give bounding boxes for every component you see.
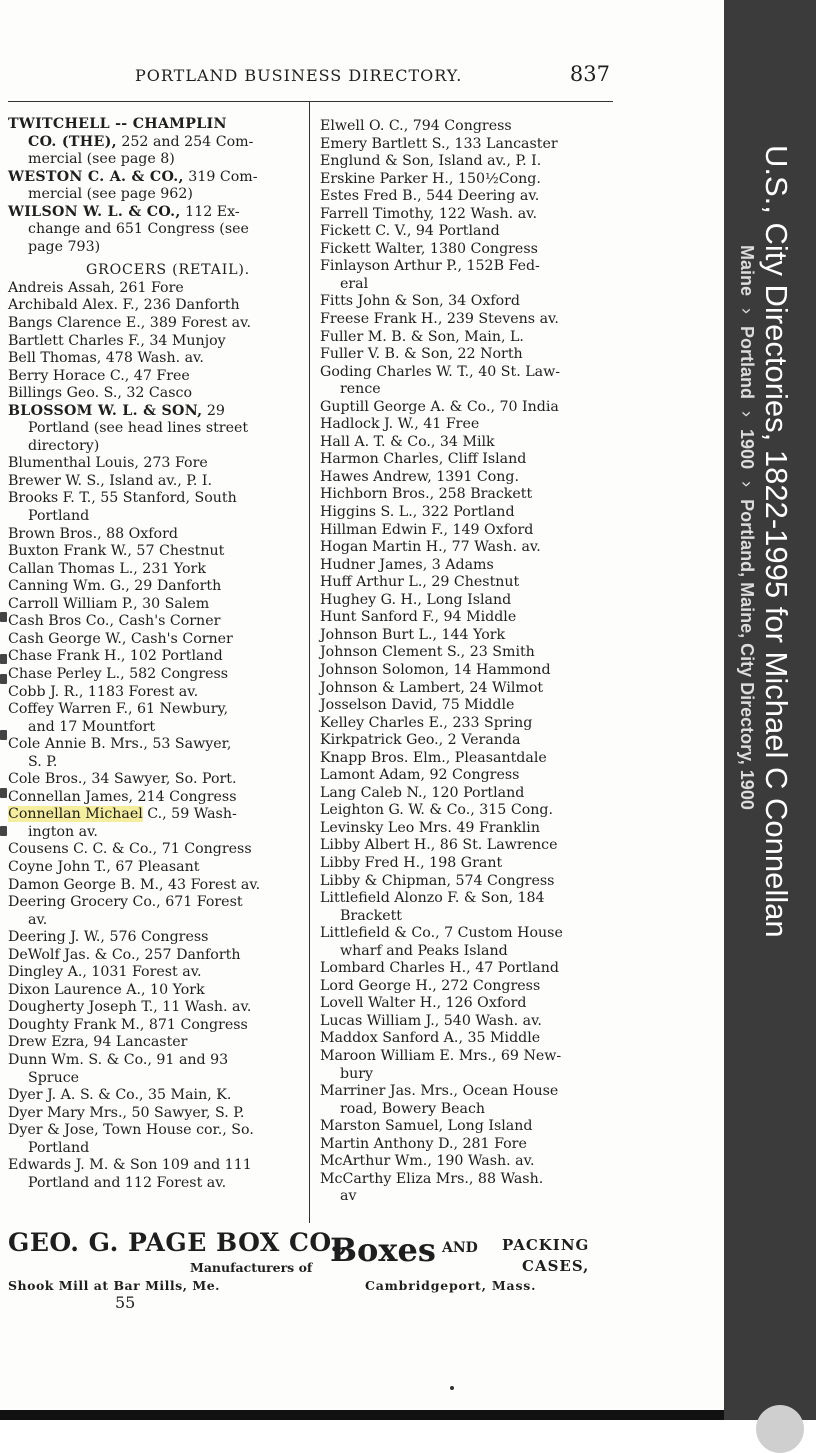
directory-entry: Johnson Clement S., 23 Smith [320,644,535,661]
directory-entry: Archibald Alex. F., 236 Danforth [8,297,240,314]
page-header [135,64,610,90]
directory-entry: Connellan James, 214 Congress [8,788,237,805]
directory-entry: Libby & Chipman, 574 Congress [320,872,555,889]
directory-entry: Kirkpatrick Geo., 2 Veranda [320,732,521,749]
directory-entry: Deering J. W., 576 Congress [8,929,209,946]
directory-entry: Lamont Adam, 92 Congress [320,767,520,784]
entry-name-bold: CO. (THE), [28,133,117,150]
directory-entry: Callan Thomas L., 231 York [8,560,206,577]
entry-continuation: change and 651 Congress (see [28,221,249,238]
directory-entry: Bell Thomas, 478 Wash. av. [8,350,204,367]
directory-entry: Johnson Solomon, 14 Hammond [320,661,551,678]
entry-continuation: mercial (see page 8) [28,151,175,168]
directory-entry: DeWolf Jas. & Co., 257 Danforth [8,946,241,963]
directory-entry: Hichborn Bros., 258 Brackett [320,486,533,503]
directory-entry: Lovell Walter H., 126 Oxford [320,995,527,1012]
directory-entry: Lang Caleb N., 120 Portland [320,784,525,801]
directory-entry: Cousens C. C. & Co., 71 Congress [8,841,252,858]
directory-entry: Dyer & Jose, Town House cor., So. [8,1122,254,1139]
ad-packing: PACKING [502,1236,590,1254]
entry-continuation: and 17 Mountfort [28,718,156,735]
breadcrumb-state[interactable]: Maine [737,245,757,297]
directory-entry: Dunn Wm. S. & Co., 91 and 93 [8,1051,229,1068]
directory-entry: Chase Perley L., 582 Congress [8,665,229,682]
section-heading: GROCERS (RETAIL). [86,262,250,279]
entry-continuation: rence [340,381,381,398]
directory-entry: Littlefield & Co., 7 Custom House [320,925,563,942]
left-column [8,116,300,1192]
breadcrumb-separator-icon: › [737,481,757,488]
directory-entry: Hillman Edwin F., 149 Oxford [320,521,534,538]
ad-location: Cambridgeport, Mass. [365,1278,537,1293]
directory-entry: Hunt Sanford F., 94 Middle [320,609,517,626]
directory-entry: Cole Bros., 34 Sawyer, So. Port. [8,771,237,788]
directory-entry: Hall A. T. & Co., 34 Milk [320,433,495,450]
directory-entry: Drew Ezra, 94 Lancaster [8,1034,188,1051]
directory-entry: Josselson David, 75 Middle [320,697,515,714]
directory-entry: Edwards J. M. & Son 109 and 111 [8,1157,252,1174]
directory-entry: Dyer J. A. S. & Co., 35 Main, K. [8,1087,232,1104]
ad-cases: CASES, [522,1257,590,1275]
ad-boxes: Boxes [330,1231,436,1269]
page-number: 837 [569,62,610,86]
directory-entry [8,204,300,222]
directory-entry: Brown Bros., 88 Oxford [8,525,178,542]
entry-continuation: Portland and 112 Forest av. [28,1174,227,1191]
entry-continuation: Brackett [340,907,403,924]
breadcrumb-directory[interactable]: Portland, Maine, City Directory, 1900 [737,499,757,810]
right-column [320,118,610,1206]
page-header-title: PORTLAND BUSINESS DIRECTORY. [135,66,463,85]
directory-entry: Lucas William J., 540 Wash. av. [320,1012,542,1029]
directory-entry: Cobb J. R., 1183 Forest av. [8,683,199,700]
directory-entry: Libby Albert H., 86 St. Lawrence [320,837,558,854]
entry-continuation: bury [340,1065,374,1082]
entry-rest: C., 59 Wash- [142,806,237,823]
entry-continuation [8,134,300,152]
header-rule [8,101,613,102]
breadcrumb-separator-icon: › [737,308,757,315]
directory-entry: Dyer Mary Mrs., 50 Sawyer, S. P. [8,1104,245,1121]
directory-entry: Chase Frank H., 102 Portland [8,648,223,665]
directory-entry: Brewer W. S., Island av., P. I. [8,472,213,489]
breadcrumb-separator-icon: › [737,411,757,418]
directory-entry: Farrell Timothy, 122 Wash. av. [320,205,537,222]
directory-entry: Huff Arthur L., 29 Chestnut [320,574,520,591]
directory-entry: Blumenthal Louis, 273 Fore [8,455,208,472]
directory-entry: Kelley Charles E., 233 Spring [320,714,533,731]
directory-entry: Fitts John & Son, 34 Oxford [320,293,520,310]
entry-rest: 29 [202,402,225,419]
directory-entry: Fuller M. B. & Son, Main, L. [320,328,524,345]
footer-number: 55 [115,1293,136,1312]
directory-entry: Higgins S. L., 322 Portland [320,504,515,521]
entry-rest: 319 Com- [183,168,258,185]
directory-entry: Dixon Laurence A., 10 York [8,981,205,998]
directory-entry: Emery Bartlett S., 133 Lancaster [320,135,558,152]
directory-entry: Fickett Walter, 1380 Congress [320,240,538,257]
entry-continuation: av [340,1188,357,1205]
directory-entry: Hawes Andrew, 1391 Cong. [320,468,520,485]
directory-entry: Englund & Son, Island av., P. I. [320,153,542,170]
directory-entry: Goding Charles W. T., 40 St. Law- [320,363,561,380]
directory-entry: Maroon William E. Mrs., 69 New- [320,1047,562,1064]
directory-entry: Maddox Sanford A., 35 Middle [320,1030,541,1047]
entry-continuation: road, Bowery Beach [340,1100,486,1117]
directory-entry: Hogan Martin H., 77 Wash. av. [320,539,541,556]
directory-entry: Estes Fred B., 544 Deering av. [320,188,540,205]
directory-entry: Cash Bros Co., Cash's Corner [8,613,221,630]
ad-mill: Shook Mill at Bar Mills, Me. [8,1278,221,1293]
entry-name-bold: BLOSSOM W. L. & SON, [8,402,203,419]
directory-entry: Hudner James, 3 Adams [320,556,494,573]
entry-rest: 112 Ex- [180,203,240,220]
ad-manufacturers: Manufacturers of [190,1260,313,1275]
directory-entry: Buxton Frank W., 57 Chestnut [8,543,225,560]
directory-entry: Knapp Bros. Elm., Pleasantdale [320,749,547,766]
entry-name-bold: WESTON C. A. & CO., [8,168,184,185]
directory-entry: Levinsky Leo Mrs. 49 Franklin [320,819,540,836]
ad-and: AND [442,1240,478,1256]
directory-entry: Dougherty Joseph T., 11 Wash. av. [8,999,252,1016]
directory-entry: Doughty Frank M., 871 Congress [8,1016,248,1033]
scroll-handle[interactable] [756,1405,804,1453]
entry-continuation: av. [28,911,48,928]
entry-continuation: directory) [28,437,100,454]
directory-entry: Libby Fred H., 198 Grant [320,854,503,871]
breadcrumb [736,245,757,810]
entry-continuation: eral [340,275,369,292]
entry-continuation: Portland [28,508,90,525]
directory-entry: Johnson Burt L., 144 York [320,626,506,643]
directory-entry: Hadlock J. W., 41 Free [320,416,480,433]
bottom-bar [0,1410,724,1420]
directory-entry: Deering Grocery Co., 671 Forest [8,894,243,911]
directory-entry: TWITCHELL -- CHAMPLIN [8,116,227,132]
directory-entry: Marriner Jas. Mrs., Ocean House [320,1083,559,1100]
directory-entry: Johnson & Lambert, 24 Wilmot [320,679,544,696]
directory-entry: Fuller V. B. & Son, 22 North [320,346,523,363]
directory-entry: McArthur Wm., 190 Wash. av. [320,1153,535,1170]
directory-entry: Lombard Charles H., 47 Portland [320,960,559,977]
directory-entry: Coyne John T., 67 Pleasant [8,858,200,875]
entry-continuation: ington av. [28,823,98,840]
directory-entry: Berry Horace C., 47 Free [8,367,190,384]
directory-entry: Freese Frank H., 239 Stevens av. [320,311,559,328]
directory-entry: Marston Samuel, Long Island [320,1118,533,1135]
directory-entry: Brooks F. T., 55 Stanford, South [8,490,237,507]
directory-entry: Billings Geo. S., 32 Casco [8,385,193,402]
directory-entry: Martin Anthony D., 281 Fore [320,1135,527,1152]
scan-dot [450,1386,454,1390]
entry-continuation: Portland (see head lines street [28,420,249,437]
entry-continuation: page 793) [28,238,101,255]
directory-entry: Hughey G. H., Long Island [320,591,512,608]
directory-entry: Canning Wm. G., 29 Danforth [8,578,222,595]
entry-name-bold: WILSON W. L. & CO., [8,203,181,220]
directory-entry: Leighton G. W. & Co., 315 Cong. [320,802,553,819]
directory-entry: Damon George B. M., 43 Forest av. [8,876,261,893]
directory-entry: Carroll William P., 30 Salem [8,595,210,612]
directory-entry: Littlefield Alonzo F. & Son, 184 [320,890,545,907]
entry-continuation: Portland [28,1139,90,1156]
scan-edge-marks [0,612,8,837]
entry-continuation: S. P. [28,753,58,770]
directory-entry: Elwell O. C., 794 Congress [320,118,512,134]
directory-entry: Fickett C. V., 94 Portland [320,223,500,240]
search-highlight: Connellan Michael [8,806,143,823]
directory-entry: Finlayson Arthur P., 152B Fed- [320,258,540,275]
ad-company: GEO. G. PAGE BOX CO., [8,1228,349,1257]
directory-entry: Dingley A., 1031 Forest av. [8,964,202,981]
column-divider [309,101,310,1223]
directory-entry: Coffey Warren F., 61 Newbury, [8,701,229,718]
advertisement [8,1228,612,1318]
directory-entry: Andreis Assah, 261 Fore [8,279,184,296]
directory-entry: McCarthy Eliza Mrs., 88 Wash. [320,1170,544,1187]
directory-entry: Bartlett Charles F., 34 Munjoy [8,332,226,349]
directory-entry: Erskine Parker H., 150½Cong. [320,170,541,187]
entry-continuation: Spruce [28,1069,80,1086]
record-title: U.S., City Directories, 1822-1995 for Michael C Connellan [759,145,794,938]
directory-entry: Cash George W., Cash's Corner [8,630,233,647]
highlighted-entry [8,806,300,824]
entry-continuation: mercial (see page 962) [28,186,193,203]
directory-entry [8,169,300,187]
breadcrumb-city[interactable]: Portland [737,326,757,400]
directory-entry: Bangs Clarence E., 389 Forest av. [8,315,251,332]
directory-entry: Harmon Charles, Cliff Island [320,451,527,468]
directory-entry: Lord George H., 272 Congress [320,977,541,994]
breadcrumb-year[interactable]: 1900 [737,429,757,470]
directory-entry: Cole Annie B. Mrs., 53 Sawyer, [8,736,232,753]
directory-entry: Guptill George A. & Co., 70 India [320,398,559,415]
entry-continuation: wharf and Peaks Island [340,942,508,959]
directory-entry [8,403,300,421]
entry-rest: 252 and 254 Com- [116,133,254,150]
